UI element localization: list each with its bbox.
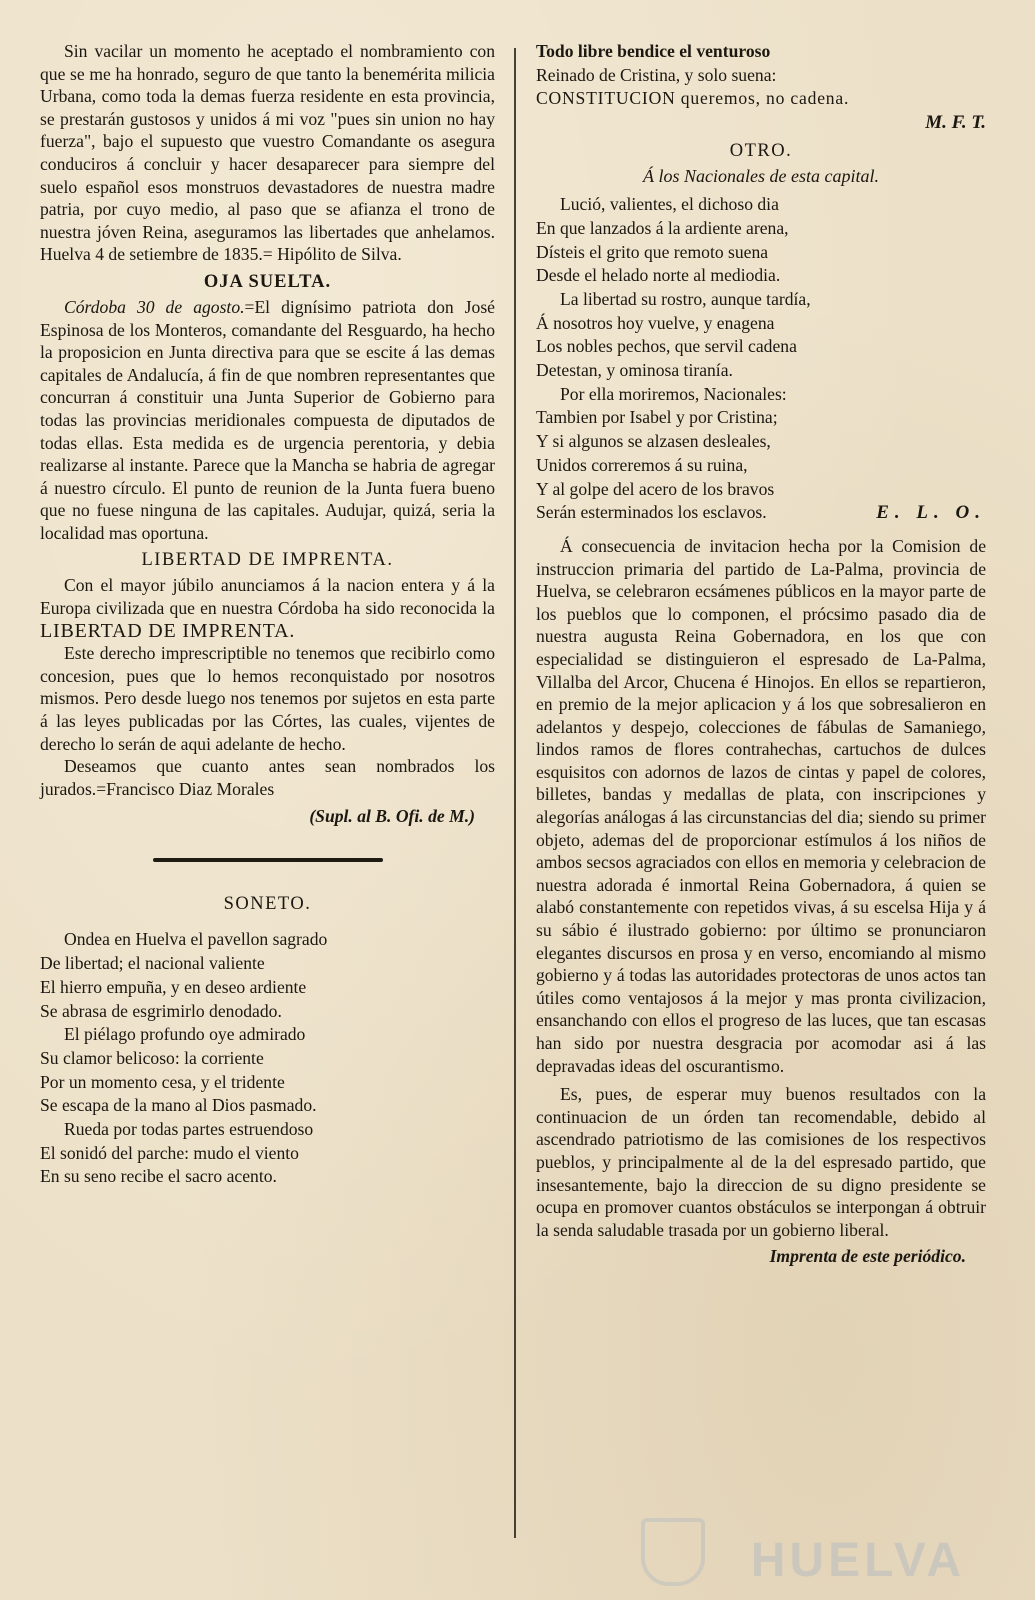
verse-line: Dísteis el grito que remoto suena [536,241,769,262]
right-column [536,40,986,1268]
otro-dedication: Á los Nacionales de esta capital. [643,166,879,187]
intro-paragraph: Sin vacilar un momento he aceptado el nombramiento con que se me ha honrado, seguro de que tanto la benemérita milicia Urbana, como toda la demas fuerza residente en esta provincia, se prestarán gustosos y unidos á mi voz "pues sin union no hay fuerza", bajo el supuesto que vuestro Comandante os asegura conduciros á concluir y hacer desaparecer para siempre del suelo español esos monstruos devastadores de nuestra madre patria, por cuyo medio, al paso que se afianza el trono de nuestra jóven Reina, aseguramos las libertades que anhelamos. Huelva 4 de setiembre de 1835.= Hipólito de Silva. [40,41,495,265]
libertad-paragraph-1 [40,574,495,642]
libertad-citation: (Supl. al B. Ofi. de M.) [309,806,475,827]
imprint-line: Imprenta de este periódico. [769,1246,966,1267]
watermark-text: HUELVA [750,1534,965,1587]
verse-line: Los nobles pechos, que servil cadena [536,336,797,357]
verse-line: Se abrasa de esgrimirlo denodado. [40,1000,282,1021]
verse-line: La libertad su rostro, aunque tardía, [560,288,811,309]
watermark-shield-icon [641,1518,705,1586]
oja-suelta-paragraph [40,296,495,545]
verse-line: CONSTITUCION queremos, no cadena. [536,88,850,109]
verse-line: Rueda por todas partes estruendoso [64,1119,314,1140]
verse-line: Y si algunos se alzasen desleales, [536,431,771,452]
verse-line: Ondea en Huelva el pavellon sagrado [64,929,328,950]
verse-line: Se escapa de la mano al Dios pasmado. [40,1095,317,1116]
lib-p1-text: Con el mayor júbilo anunciamos á la nacion entera y á la Europa civilizada que en nuestra Córdoba ha sido reconocida la [40,575,495,619]
libertad-paragraph-3: Deseamos que cuanto antes sean nombrados los jurados.=Francisco Diaz Morales [40,756,495,799]
soneto-poem [40,928,495,1189]
verse-line: Lució, valientes, el dichoso dia [560,194,779,215]
signature-elo: E. L. O. [876,502,986,524]
libertad-imprenta-heading: LIBERTAD DE IMPRENTA. [141,550,394,571]
verse-line: En que lanzados á la ardiente arena, [536,217,789,238]
verse-line: Por ella moriremos, Nacionales: [560,383,787,404]
oja-suelta-heading: OJA SUELTA. [203,271,332,292]
otro-heading: OTRO. [729,141,793,162]
libertad-paragraph-2: Este derecho imprescriptible no tenemos que recibirlo como concesion, pues que lo hemos reconquistado por nosotros mismos. Pero desde luego nos tenemos por sujetos en esta parte á las leyes publicadas por las Córtes, las cuales, vijentes de derecho lo serán de aqui adelante de hecho. [40,643,495,754]
verse-line: Á nosotros hoy vuelve, y enagena [536,312,775,333]
verse-line: Por un momento cesa, y el tridente [40,1071,285,1092]
verse-line: Serán esterminados los esclavos. [536,502,767,523]
verse-last-row [536,501,986,525]
otro-poem [536,193,986,525]
verse-line: El sonidó del parche: mudo el viento [40,1142,299,1163]
verse-line: Detestan, y ominosa tiranía. [536,360,733,381]
verse-line: El hierro empuña, y en deseo ardiente [40,976,307,997]
verse-line: Su clamor belicoso: la corriente [40,1047,264,1068]
verse-line: En su seno recibe el sacro acento. [40,1166,277,1187]
verse-line: El piélago profundo oye admirado [64,1024,306,1045]
column-rule [514,48,516,1538]
verse-line: Unidos correremos á su ruina, [536,454,748,475]
verse-line: Tambien por Isabel y por Cristina; [536,407,778,428]
soneto-continuation [536,40,986,111]
oja-body: =El dignísimo patriota don José Espinosa de los Monteros, comandante del Resguardo, ha hecho la proposicion en Junta directiva para que se escite á las demas capitales de Andalucía, á fin de que nombren representantes que concurran á constituir una Junta Superior de Gobierno para todas las provincias meridionales compuesta de diputados de todas ellas. Esta medida es de urgencia perentoria, y debia realizarse al instante. Parece que la Mancha se habria de agregar á nuestro círculo. El punto de reunion de la Junta fuera bueno que no fuese ninguna de las capitales. Audujar, quizá, seria la localidad mas oportuna. [40,296,495,543]
lib-p1-caps: LIBERTAD DE IMPRENTA. [40,619,296,642]
signature-mft: M. F. T. [925,112,986,134]
verse-line: Todo libre bendice el venturoso [536,41,771,61]
news-paragraph-1: Á consecuencia de invitacion hecha por la Comision de instruccion primaria del partido de La-Palma, provincia de Huelva, se celebraron ecsámenes públicos en la mayor parte de los pueblos que lo componen, el prócsimo pasado dia de nuestra augusta Reina Gobernadora, en los que con especialidad se distinguieron el espresado de La-Palma, Villalba del Arcor, Chucena é Hinojos. En ellos se repartieron, en premio de la mejor aplicacion y á los que sobresalieron en adelantos y despejo, colecciones de fábulas de Samaniego, lindos ramos de flores contrahechas, cartuchos de dulces esquisitos con adornos de lazos de cintas y papel de colores, billetes, bandas y medallas de plata, con inscripciones y alegorías análogas á las circunstancias del dia; siendo su primer objeto, ademas del de proporcionar estímulos á los niños de ambos secsos agraciados con ellos en memoria y celebracion de nuestra adorada é inmortal Reina Gobernadora, á quien se alabó constantemente con repetidos vivas, á su escelsa Hija y á su sábio é ilustrado gobierno: por último se pronunciaron elegantes discursos en prosa y en verso, encomiando al mismo gobierno y á todas las autoridades protectoras de unos actos tan útiles como ventajosos á la mejor y mas pronta civilizacion, ensanchando con ellos el progreso de las luces, que tan escasas han sido por nuestra desgracia por acomodar asi á las depravadas ideas del oscurantismo. [536,535,986,1076]
left-column [40,40,495,1189]
section-divider [153,858,383,862]
verse-line: Reinado de Cristina, y solo suena: [536,64,777,85]
verse-line: De libertad; el nacional valiente [40,953,265,974]
news-paragraph-2: Es, pues, de esperar muy buenos resultados con la continuacion de un órden tan recomendable, debido al ascendrado patriotismo de las comisiones de los respectivos pueblos, y principalmente al de la del espresado partido, que insesantemente, bajo la direccion de su digno presidente se ocupa en promover cuantos obstáculos se interpongan á obtruir la senda saludable trasada por un gobierno liberal. [536,1084,986,1240]
verse-line: Y al golpe del acero de los bravos [536,478,775,499]
soneto-heading: SONETO. [223,894,312,915]
oja-dateline: Córdoba 30 de agosto. [64,296,245,317]
verse-line: Desde el helado norte al mediodia. [536,265,781,286]
